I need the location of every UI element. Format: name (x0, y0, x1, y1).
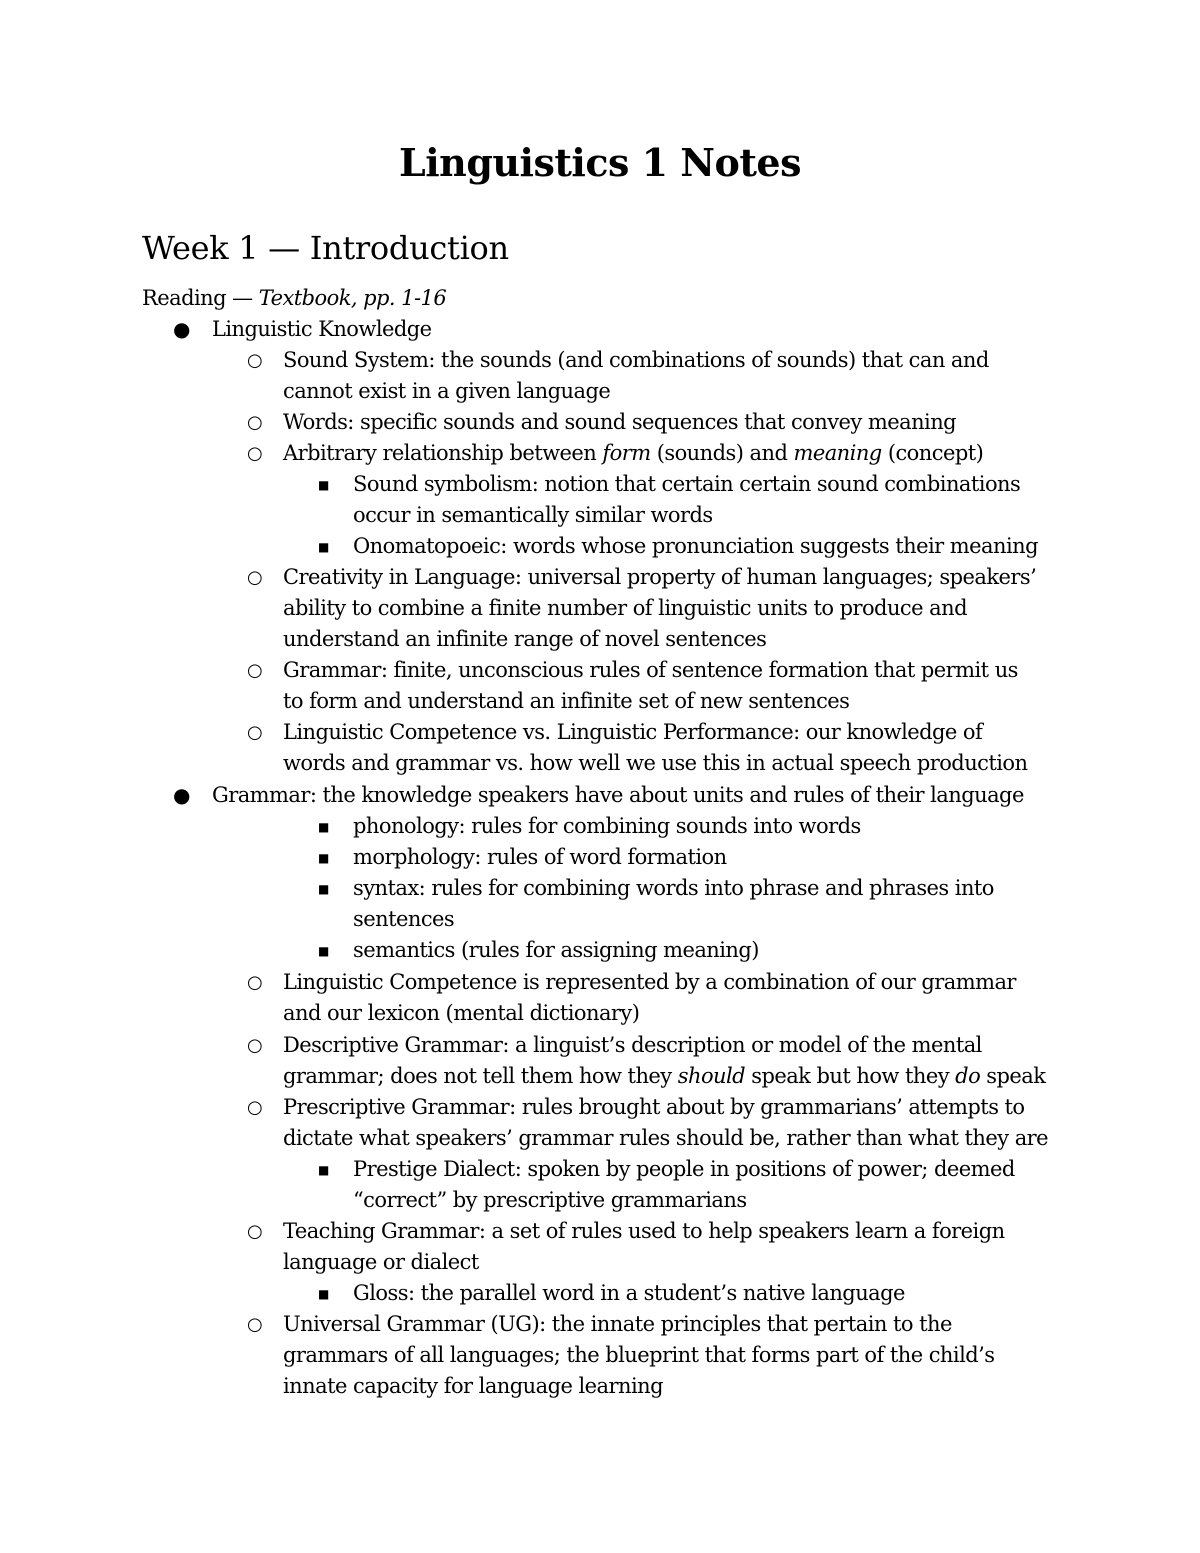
disc-bullet-icon: ● (173, 317, 191, 341)
emphasis: should (677, 1064, 746, 1088)
square-bullet-icon: ■ (318, 1163, 330, 1177)
list-item: Linguistic Knowledge (212, 317, 432, 341)
list-item: semantics (rules for assigning meaning) (353, 938, 759, 962)
text-span: (concept) (881, 441, 984, 465)
list-item-continuation: words and grammar vs. how well we use this in actual speech production (283, 751, 1028, 775)
square-bullet-icon: ■ (318, 944, 330, 958)
list-item: Linguistic Competence is represented by a combination of our grammar (283, 970, 1016, 994)
circle-bullet-icon: ○ (247, 1097, 263, 1118)
text-span: speak but how they (745, 1064, 956, 1088)
list-item-continuation: language or dialect (283, 1250, 479, 1274)
circle-bullet-icon: ○ (247, 1035, 263, 1056)
reading-line (142, 283, 446, 314)
list-item-continuation: innate capacity for language learning (283, 1374, 664, 1398)
list-item-continuation: cannot exist in a given language (283, 379, 611, 403)
circle-bullet-icon: ○ (247, 412, 263, 433)
list-item: Onomatopoeic: words whose pronunciation suggests their meaning (353, 534, 1038, 558)
list-item-continuation: dictate what speakers’ grammar rules should be, rather than what they are (283, 1126, 1049, 1150)
section-heading: Week 1 — Introduction (142, 229, 509, 267)
list-item: Prestige Dialect: spoken by people in positions of power; deemed (353, 1157, 1015, 1181)
circle-bullet-icon: ○ (247, 1314, 263, 1335)
circle-bullet-icon: ○ (247, 350, 263, 371)
text-span: grammar; does not tell them how they (283, 1064, 678, 1088)
text-span: Arbitrary relationship between (283, 441, 603, 465)
square-bullet-icon: ■ (318, 1287, 330, 1301)
emphasis: do (955, 1064, 981, 1088)
list-item-continuation (283, 1061, 1045, 1092)
list-item: syntax: rules for combining words into phrase and phrases into (353, 876, 994, 900)
emphasis: form (602, 441, 651, 465)
list-item (283, 438, 983, 469)
text-span: (sounds) and (650, 441, 794, 465)
circle-bullet-icon: ○ (247, 972, 263, 993)
list-item: phonology: rules for combining sounds into words (353, 814, 861, 838)
list-item-continuation: grammars of all languages; the blueprint that forms part of the child’s (283, 1343, 995, 1367)
list-item: Creativity in Language: universal property of human languages; speakers’ (283, 565, 1037, 589)
list-item: Gloss: the parallel word in a student’s native language (353, 1281, 905, 1305)
list-item: Sound symbolism: notion that certain certain sound combinations (353, 472, 1021, 496)
square-bullet-icon: ■ (318, 478, 330, 492)
circle-bullet-icon: ○ (247, 443, 263, 464)
square-bullet-icon: ■ (318, 882, 330, 896)
list-item: Linguistic Competence vs. Linguistic Performance: our knowledge of (283, 720, 983, 744)
emphasis: meaning (793, 441, 882, 465)
circle-bullet-icon: ○ (247, 567, 263, 588)
square-bullet-icon: ■ (318, 820, 330, 834)
disc-bullet-icon: ● (173, 783, 191, 807)
list-item: Teaching Grammar: a set of rules used to help speakers learn a foreign (283, 1219, 1005, 1243)
list-item: Grammar: the knowledge speakers have about units and rules of their language (212, 783, 1024, 807)
reading-label: Reading — (142, 286, 259, 310)
list-item-continuation: sentences (353, 907, 455, 931)
list-item-continuation: occur in semantically similar words (353, 503, 713, 527)
list-item: Sound System: the sounds (and combinations of sounds) that can and (283, 348, 989, 372)
list-item-continuation: understand an infinite range of novel sentences (283, 627, 767, 651)
list-item-continuation: ability to combine a finite number of linguistic units to produce and (283, 596, 967, 620)
list-item: Grammar: finite, unconscious rules of sentence formation that permit us (283, 658, 1018, 682)
list-item: Words: specific sounds and sound sequences that convey meaning (283, 410, 957, 434)
list-item: morphology: rules of word formation (353, 845, 727, 869)
square-bullet-icon: ■ (318, 540, 330, 554)
text-span: speak (980, 1064, 1046, 1088)
list-item: Universal Grammar (UG): the innate principles that pertain to the (283, 1312, 952, 1336)
document-title: Linguistics 1 Notes (399, 140, 801, 185)
circle-bullet-icon: ○ (247, 1221, 263, 1242)
list-item: Descriptive Grammar: a linguist’s description or model of the mental (283, 1033, 982, 1057)
list-item-continuation: to form and understand an infinite set of new sentences (283, 689, 850, 713)
circle-bullet-icon: ○ (247, 722, 263, 743)
list-item-continuation: and our lexicon (mental dictionary) (283, 1001, 640, 1025)
list-item-continuation: “correct” by prescriptive grammarians (353, 1188, 747, 1212)
list-item: Prescriptive Grammar: rules brought about by grammarians’ attempts to (283, 1095, 1025, 1119)
reading-source: Textbook, pp. 1-16 (258, 286, 447, 310)
circle-bullet-icon: ○ (247, 660, 263, 681)
square-bullet-icon: ■ (318, 851, 330, 865)
